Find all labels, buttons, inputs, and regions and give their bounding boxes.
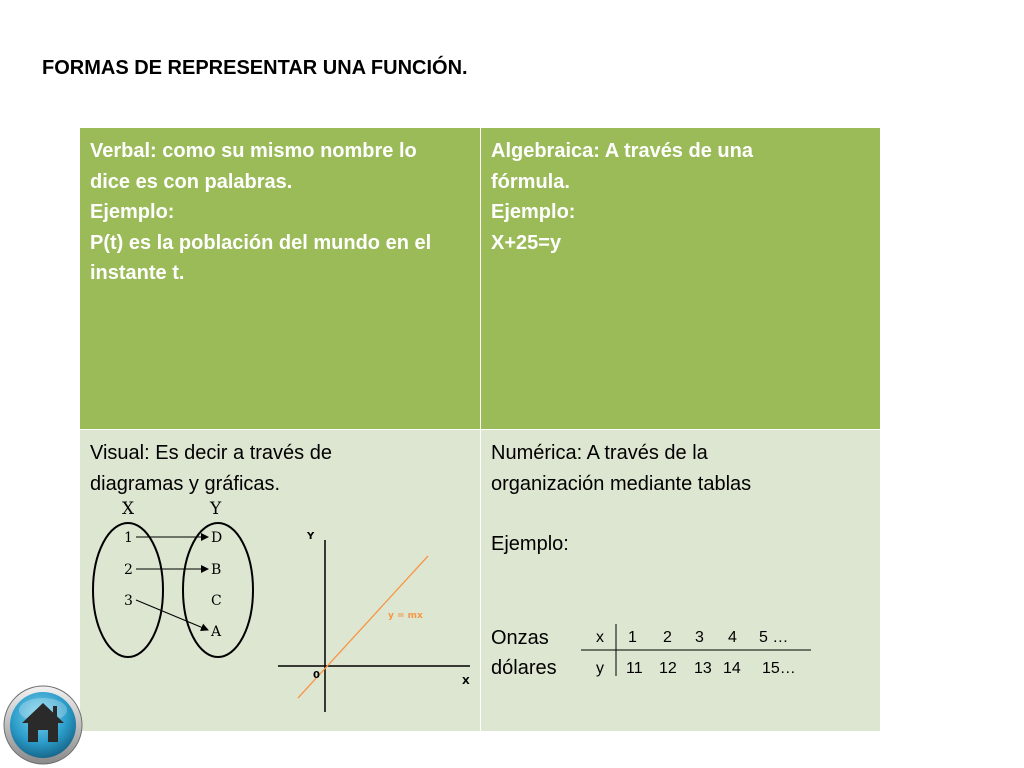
domain-element-3: 3 (124, 593, 133, 609)
verbal-line-4: P(t) es la población del mundo en el (90, 231, 432, 254)
cell-numerica (481, 430, 880, 731)
line-graph (278, 531, 470, 712)
table-y-label: y (596, 660, 604, 677)
algebraica-line-3: Ejemplo: (491, 201, 576, 223)
graph-origin-label: 0 (313, 670, 320, 681)
graph-line-label: y = mx (388, 611, 423, 621)
table-x-value: 2 (663, 629, 672, 646)
algebraica-line-4: X+25=y (491, 231, 562, 254)
table-y-value: 14 (723, 660, 741, 677)
numerica-line-1: Numérica: A través de la (491, 442, 708, 464)
table-x-value: 3 (695, 629, 704, 646)
codomain-element-c: C (211, 593, 222, 609)
codomain-element-d: D (211, 530, 223, 546)
algebraica-line-1: Algebraica: A través de una (491, 140, 753, 162)
representation-table (80, 128, 880, 731)
slide-title: FORMAS DE REPRESENTAR UNA FUNCIÓN. (42, 57, 468, 79)
visual-line-2: diagramas y gráficas. (90, 472, 281, 495)
verbal-line-3: Ejemplo: (90, 201, 175, 223)
table-y-value: 15… (762, 660, 796, 677)
mapping-arrow-3 (136, 600, 208, 630)
numerica-line-2: organización mediante tablas (491, 472, 752, 495)
visual-line-1: Visual: Es decir a través de (90, 442, 332, 464)
row-label-onzas: Onzas (491, 627, 549, 649)
table-x-label: x (596, 629, 604, 646)
table-y-value: 13 (694, 660, 712, 677)
table-x-value: 5 … (759, 629, 789, 646)
table-y-value: 12 (659, 660, 677, 677)
value-table (481, 430, 880, 731)
verbal-line-5: instante t. (90, 262, 185, 284)
verbal-line-1: Verbal: como su mismo nombre lo (90, 140, 417, 162)
set-x-label: X (122, 499, 135, 519)
numerica-line-3: Ejemplo: (491, 533, 569, 555)
visual-diagrams (80, 430, 480, 731)
row-label-dolares: dólares (491, 657, 557, 679)
cell-visual (80, 430, 480, 731)
graph-y-label: Y (307, 531, 315, 542)
codomain-element-a: A (211, 624, 222, 640)
cell-verbal (80, 128, 480, 429)
set-y-label: Y (210, 499, 222, 519)
domain-element-2: 2 (124, 562, 133, 578)
home-button[interactable] (2, 684, 84, 766)
verbal-line-2: dice es con palabras. (90, 170, 293, 193)
table-x-value: 4 (728, 629, 737, 646)
table-y-value: 11 (626, 660, 643, 677)
algebraica-line-2: fórmula. (491, 170, 570, 193)
table-x-value: 1 (628, 629, 637, 646)
codomain-element-b: B (211, 562, 222, 578)
mapping-diagram (93, 499, 253, 657)
domain-element-1: 1 (124, 530, 133, 546)
cell-algebraica (481, 128, 880, 429)
graph-x-label: X (462, 676, 470, 687)
